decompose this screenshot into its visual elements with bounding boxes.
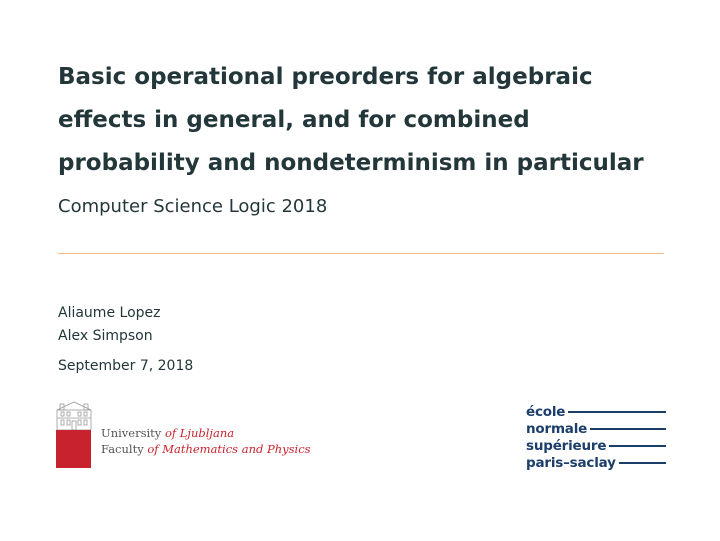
ens-line-2: normale: [526, 420, 588, 437]
ljubljana-line1-accent: of Ljubljana: [164, 426, 235, 440]
ens-line-1: école: [526, 403, 566, 420]
author-2: Alex Simpson: [58, 328, 153, 344]
ens-rule-1: [568, 411, 666, 413]
ens-rule-3: [609, 445, 666, 447]
author-1: Aliaume Lopez: [58, 305, 161, 321]
ljubljana-wordmark: [101, 425, 311, 457]
slide-title: [58, 56, 678, 185]
title-line-3: probability and nondeterminism in particular: [58, 150, 644, 176]
title-line-2: effects in general, and for combined: [58, 107, 530, 133]
university-building-icon: [55, 400, 93, 430]
title-divider: [58, 253, 664, 254]
subtitle: Computer Science Logic 2018: [58, 196, 328, 217]
title-line-1: Basic operational preorders for algebraic: [58, 64, 593, 90]
ljubljana-logo: [55, 400, 311, 470]
ens-paris-saclay-logo: [526, 403, 666, 473]
ens-rule-2: [590, 428, 666, 430]
ljubljana-red-block: [56, 430, 91, 468]
ens-line-4: paris–saclay: [526, 454, 616, 471]
ljubljana-line2-accent: of Mathematics and Physics: [147, 442, 311, 456]
ljubljana-line1-plain: University: [101, 426, 165, 440]
ens-line-3: supérieure: [526, 437, 607, 454]
date: September 7, 2018: [58, 358, 194, 374]
ljubljana-line2-plain: Faculty: [101, 442, 148, 456]
ens-rule-4: [619, 462, 666, 464]
